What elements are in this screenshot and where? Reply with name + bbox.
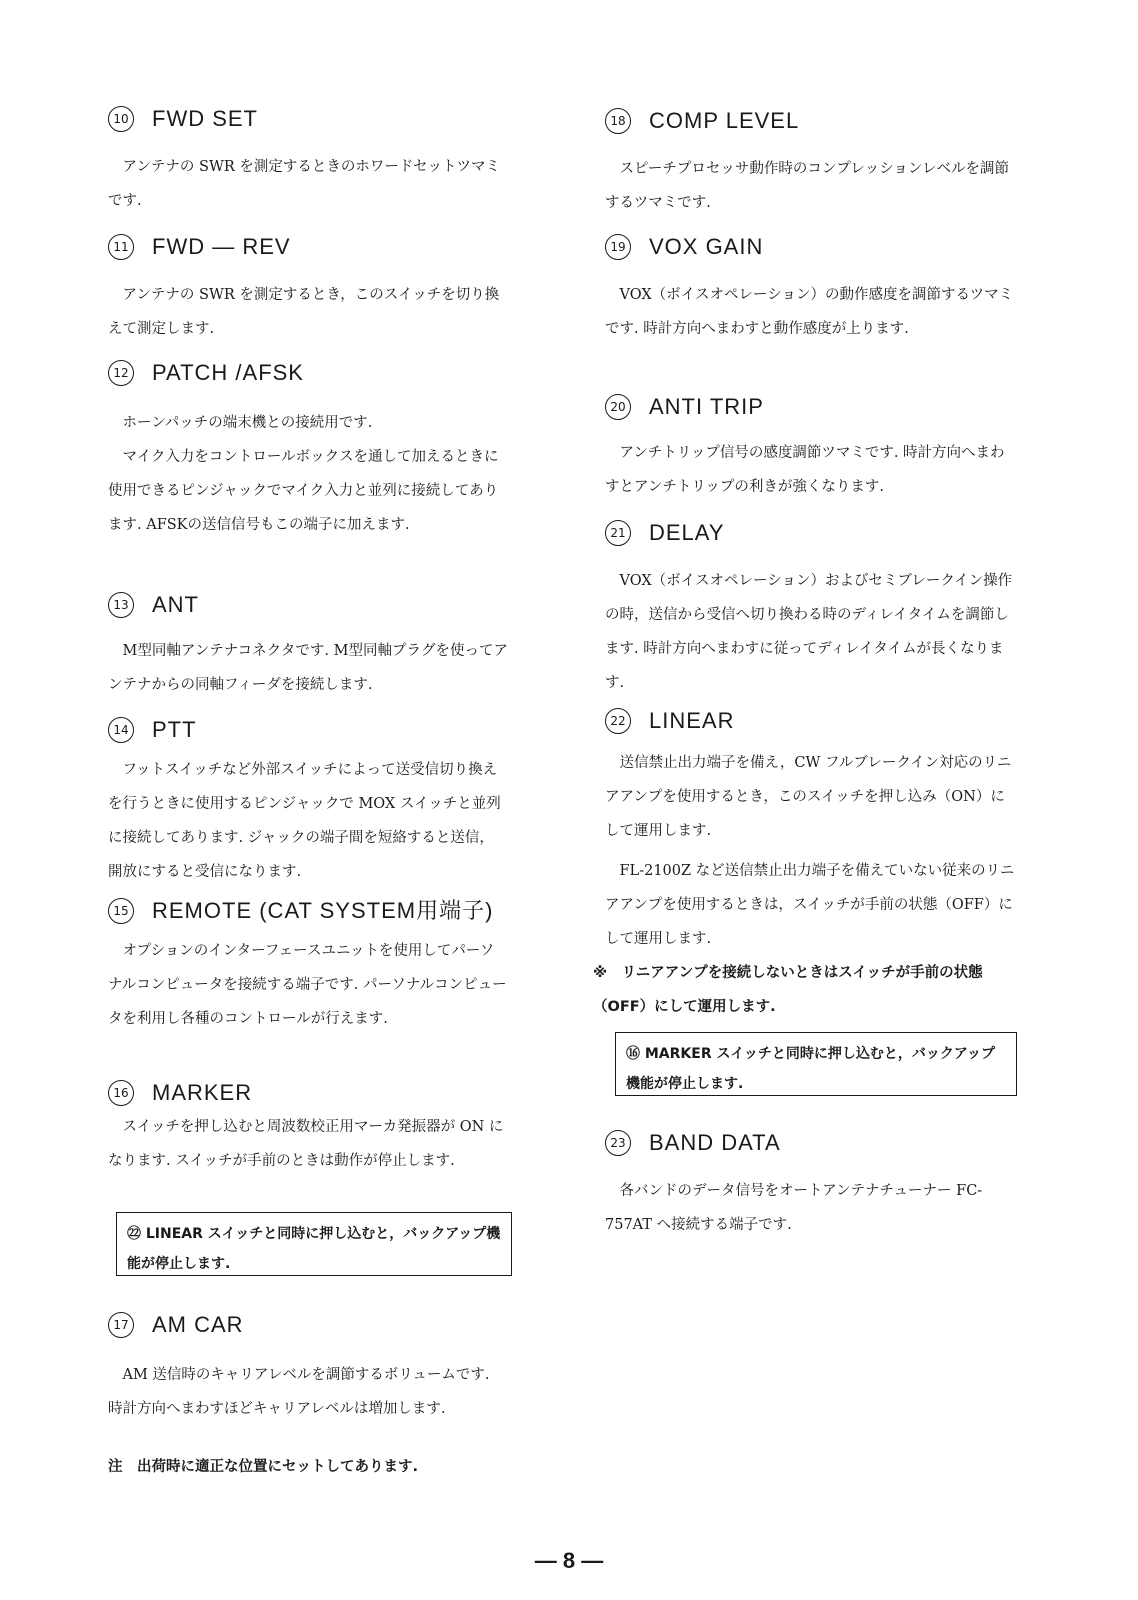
- heading-title: ANT: [152, 592, 199, 617]
- heading-linear: [605, 706, 1015, 736]
- heading-am-car: [108, 1310, 508, 1340]
- heading-delay: [605, 518, 1015, 548]
- heading-title: PATCH /AFSK: [152, 360, 304, 385]
- heading-title: FWD SET: [152, 106, 258, 131]
- linear-note-box: ⑯ MARKER スイッチと同時に押し込むと，バックアップ機能が停止します.: [615, 1032, 1017, 1096]
- description: オプションのインターフェースユニットを使用してパーソナルコンピュータを接続する端子です. パーソナルコンピュータを利用し各種のコントロールが行えます.: [108, 943, 507, 1027]
- section-am-car: [108, 1310, 508, 1426]
- description: スピーチプロセッサ動作時のコンプレッションレベルを調節するツマミです.: [605, 161, 1010, 211]
- heading-fwd-set: [108, 104, 508, 134]
- section-marker: [108, 1078, 508, 1178]
- circled-number: 21: [605, 520, 631, 546]
- heading-title: ANTI TRIP: [649, 394, 764, 419]
- description: M型同軸アンテナコネクタです. M型同軸プラグを使ってアンテナからの同軸フィーダを接続します.: [108, 643, 508, 693]
- circled-number: 23: [605, 1130, 631, 1156]
- section-patch-afsk: [108, 358, 508, 542]
- section-remote: [108, 896, 508, 1036]
- circled-number: 14: [108, 717, 134, 743]
- circled-number: 18: [605, 108, 631, 134]
- description: VOX（ボイスオペレーション）およびセミブレークイン操作の時，送信から受信へ切り換わる時のディレイタイムを調節します. 時計方向へまわすに従ってディレイタイムが長くなります.: [605, 573, 1013, 691]
- section-delay: [605, 518, 1015, 700]
- heading-title: REMOTE (CAT SYSTEM用端子): [152, 898, 494, 923]
- description: VOX（ボイスオペレーション）の動作感度を調節するツマミです. 時計方向へまわすと動作感度が上ります.: [605, 287, 1014, 337]
- description: 送信禁止出力端子を備え，CW フルブレークイン対応のリニアアンプを使用するとき，このスイッチを押し込み（ON）にして運用します.: [605, 755, 1012, 839]
- circled-number: 22: [605, 708, 631, 734]
- description: ホーンパッチの端末機との接続用です.: [122, 415, 373, 431]
- section-band-data: [605, 1128, 1015, 1242]
- heading-vox-gain: [605, 232, 1015, 262]
- heading-title: BAND DATA: [649, 1130, 781, 1155]
- section-ptt: [108, 715, 508, 889]
- circled-number: 20: [605, 394, 631, 420]
- description: フットスイッチなど外部スイッチによって送受信切り換えを行うときに使用するピンジャックで MOX スイッチと並列に接続してあります. ジャックの端子間を短絡すると送信，開放にすると受信になります.: [108, 762, 501, 880]
- circled-number: 16: [108, 1080, 134, 1106]
- circled-number: 10: [108, 106, 134, 132]
- heading-title: PTT: [152, 717, 197, 742]
- am-car-note: 注 出荷時に適正な位置にセットしてあります.: [108, 1459, 419, 1475]
- heading-ant: [108, 590, 508, 620]
- description: アンテナの SWR を測定するときのホワードセットツマミです.: [108, 159, 500, 209]
- section-anti-trip: [605, 392, 1015, 504]
- section-fwd-set: [108, 104, 508, 218]
- circled-number: 12: [108, 360, 134, 386]
- heading-title: COMP LEVEL: [649, 108, 800, 133]
- heading-title: MARKER: [152, 1080, 253, 1105]
- heading-title: DELAY: [649, 520, 725, 545]
- heading-patch-afsk: [108, 358, 508, 388]
- description: マイク入力をコントロールボックスを通して加えるときに使用できるピンジャックでマイク入力と並列に接続してあります. AFSKの送信信号もこの端子に加えます.: [108, 449, 499, 533]
- heading-title: AM CAR: [152, 1312, 244, 1337]
- description: FL-2100Z など送信禁止出力端子を備えていない従来のリニアアンプを使用するときは，スイッチが手前の状態（OFF）にして運用します.: [605, 863, 1015, 947]
- heading-fwd-rev: [108, 232, 508, 262]
- marker-note-box: ㉒ LINEAR スイッチと同時に押し込むと，バックアップ機能が停止します.: [116, 1212, 512, 1276]
- heading-title: VOX GAIN: [649, 234, 764, 259]
- circled-number: 17: [108, 1312, 134, 1338]
- description: 各バンドのデータ信号をオートアンテナチューナー FC-757AT へ接続する端子です.: [605, 1183, 983, 1233]
- circled-number: 19: [605, 234, 631, 260]
- heading-remote: [108, 896, 508, 926]
- circled-number: 15: [108, 898, 134, 924]
- description: アンチトリップ信号の感度調節ツマミです. 時計方向へまわすとアンチトリップの利きが強くなります.: [605, 445, 1005, 495]
- page-number: — 8 —: [534, 1548, 604, 1573]
- heading-band-data: [605, 1128, 1015, 1158]
- heading-anti-trip: [605, 392, 1015, 422]
- section-linear: [593, 706, 1015, 1024]
- heading-marker: [108, 1078, 508, 1108]
- section-comp-level: [605, 106, 1015, 220]
- circled-number: 13: [108, 592, 134, 618]
- heading-ptt: [108, 715, 508, 745]
- description: スイッチを押し込むと周波数校正用マーカ発振器が ON になります. スイッチが手前のときは動作が停止します.: [108, 1119, 504, 1169]
- description: AM 送信時のキャリアレベルを調節するボリュームです. 時計方向へまわすほどキャリアレベルは増加します.: [108, 1367, 490, 1417]
- heading-title: FWD — REV: [152, 234, 291, 259]
- section-ant: [108, 590, 508, 702]
- heading-comp-level: [605, 106, 1015, 136]
- linear-note: ※ リニアアンプを接続しないときはスイッチが手前の状態（OFF）にして運用します.: [593, 965, 983, 1015]
- section-fwd-rev: [108, 232, 508, 346]
- description: アンテナの SWR を測定するとき，このスイッチを切り換えて測定します.: [108, 287, 500, 337]
- heading-title: LINEAR: [649, 708, 735, 733]
- circled-number: 11: [108, 234, 134, 260]
- section-vox-gain: [605, 232, 1015, 346]
